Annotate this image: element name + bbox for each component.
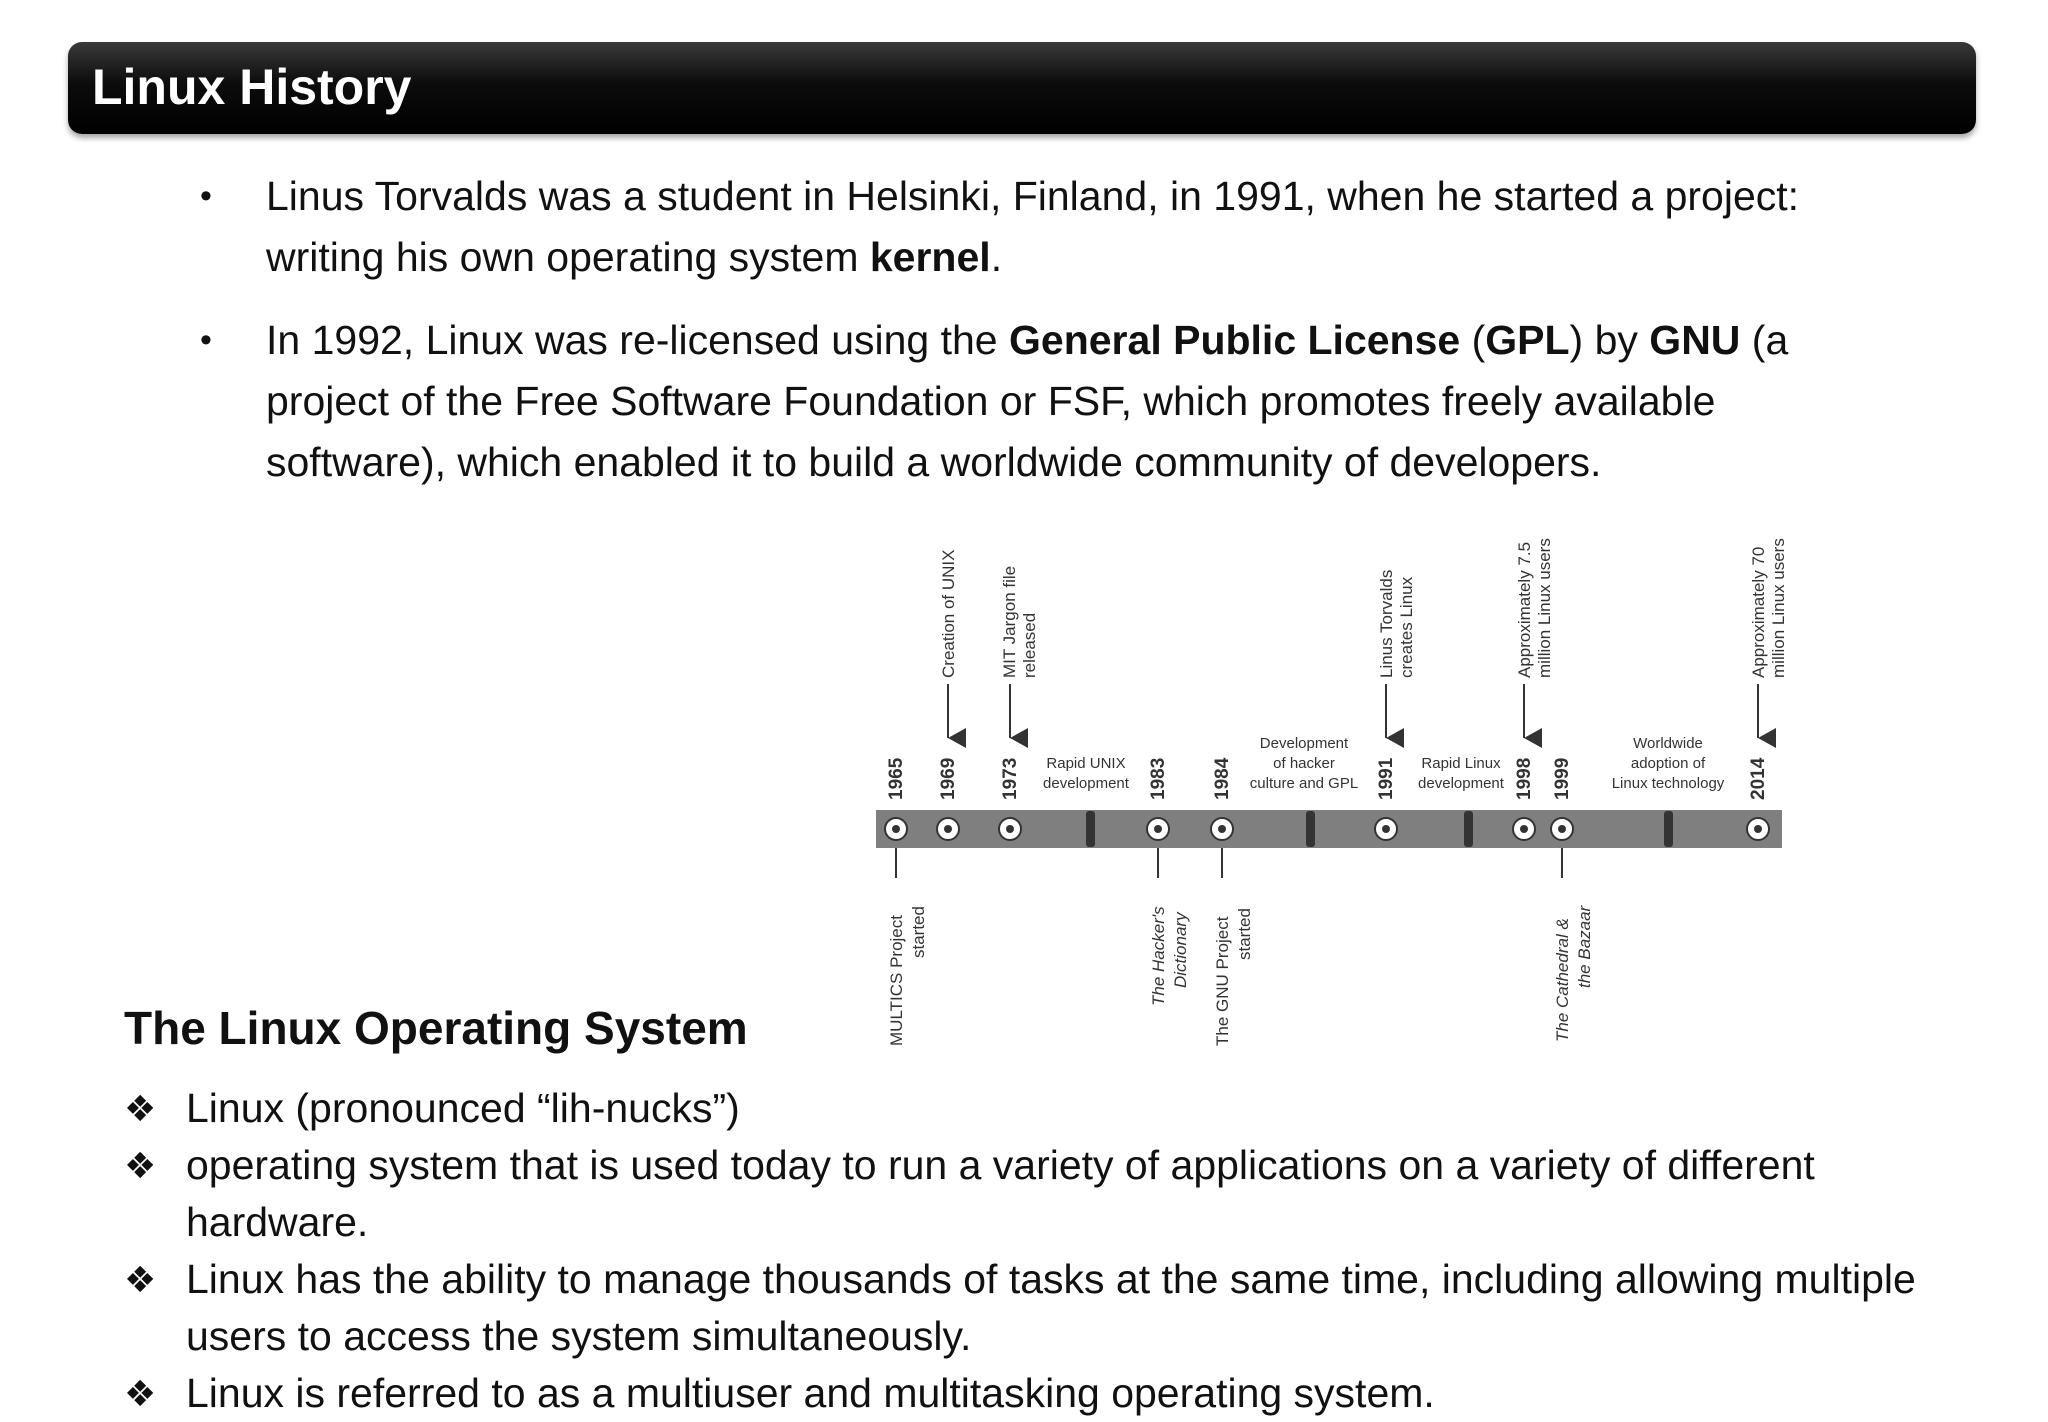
year-label: 1969 [938, 757, 959, 800]
event-label: Approximately 7.5 [1515, 541, 1534, 678]
diamond-bullet-icon: ❖ [124, 1373, 157, 1414]
period-label: adoption of [1630, 755, 1706, 772]
marker-1998 [1513, 818, 1535, 840]
period-label: Worldwide [1633, 735, 1703, 752]
separator [1664, 811, 1673, 847]
separator [1086, 811, 1095, 847]
year-label: 2014 [1748, 757, 1769, 800]
marker-1999 [1551, 818, 1573, 840]
marker-1965 [885, 818, 907, 840]
event-label: Approximately 70 [1749, 546, 1768, 678]
bullet-item: • In 1992, Linux was re-licensed using the General Public License (GPL) by GNU (a project of the Free Software Foundation or FSF, which promotes freely available software), which enabled it to build a worldwide community of developers. [200, 310, 1850, 493]
diamond-bullet-icon: ❖ [124, 1088, 157, 1129]
period-label: culture and GPL [1249, 775, 1359, 792]
event-label: The Cathedral & [1553, 918, 1572, 1042]
slide-title: Linux History [92, 59, 412, 115]
marker-1984 [1211, 818, 1233, 840]
marker-1991 [1375, 818, 1397, 840]
event-label: released [1020, 612, 1039, 678]
list-item: ❖ operating system that is used today to run a variety of applications on a variety of different hardware. [124, 1137, 1984, 1251]
bullet-dot-icon: • [200, 177, 212, 215]
linux-os-list [124, 1080, 1984, 1422]
list-item: ❖ Linux (pronounced “lih-nucks”) [124, 1080, 1984, 1137]
period-label: Rapid UNIX [1046, 755, 1126, 772]
event-label: started [909, 906, 928, 958]
section-heading: The Linux Operating System [124, 1002, 748, 1054]
marker-1983 [1147, 818, 1169, 840]
year-label: 1998 [1514, 757, 1535, 800]
event-label: The GNU Project [1213, 916, 1232, 1046]
event-label: the Bazaar [1575, 905, 1594, 988]
event-label: Linus Torvalds [1377, 569, 1396, 678]
separator [1464, 811, 1473, 847]
year-label: 1984 [1212, 757, 1233, 800]
period-label: Rapid Linux [1421, 755, 1501, 772]
period-label: development [1418, 775, 1504, 792]
list-item: ❖ Linux has the ability to manage thousands of tasks at the same time, including allowing multiple users to access the system simultaneously. [124, 1251, 1984, 1365]
bullet-item: • Linus Torvalds was a student in Helsinki, Finland, in 1991, when he started a project: writing his own operating system kernel. [200, 166, 1850, 288]
period-label: Development [1259, 735, 1349, 752]
history-bullets [200, 166, 1850, 515]
event-label: Dictionary [1171, 912, 1190, 988]
event-label: Creation of UNIX [939, 549, 958, 678]
year-label: 1965 [886, 757, 907, 800]
year-label: 1983 [1148, 757, 1169, 800]
event-label: million Linux users [1769, 538, 1788, 678]
period-label: of hacker [1273, 755, 1335, 772]
diamond-bullet-icon: ❖ [124, 1145, 157, 1186]
year-label: 1991 [1376, 757, 1397, 800]
separator [1306, 811, 1315, 847]
title-bar [68, 42, 1976, 134]
year-label: 1999 [1552, 757, 1573, 800]
period-label: Linux technology [1611, 775, 1725, 792]
linux-timeline [860, 498, 1788, 1058]
marker-2014 [1747, 818, 1769, 840]
event-label: The Hacker's [1149, 906, 1168, 1006]
event-label: MULTICS Project [887, 915, 906, 1046]
year-label: 1973 [1000, 757, 1021, 800]
bullet-dot-icon: • [200, 321, 212, 359]
event-label: MIT Jargon file [1000, 565, 1019, 678]
marker-1973 [999, 818, 1021, 840]
list-item: ❖ Linux is referred to as a multiuser and multitasking operating system. [124, 1365, 1984, 1422]
marker-1969 [937, 818, 959, 840]
period-label: development [1043, 775, 1129, 792]
event-label: creates Linux [1397, 576, 1416, 678]
event-label: started [1235, 908, 1254, 960]
event-label: million Linux users [1535, 538, 1554, 678]
diamond-bullet-icon: ❖ [124, 1259, 157, 1300]
